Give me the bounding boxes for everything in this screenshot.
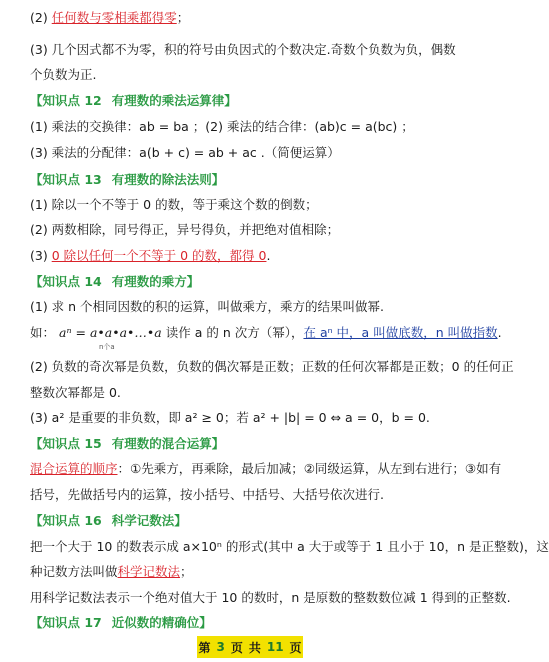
- highlight-text-blue: 在 aⁿ 中，a 叫做底数，n 叫做指数: [303, 325, 498, 340]
- highlight-text: 任何数与零相乘都得零: [51, 10, 177, 25]
- highlight-text: 混合运算的顺序: [30, 461, 118, 476]
- power-example: 如： aⁿ = a•a•a•…•a n个a 读作 a 的 n 次方（幂），在 aⁿ 中，a 叫做底数，n 叫做指数.: [30, 325, 502, 341]
- division-rule-1: (1) 除以一个不等于 0 的数，等于乘这个数的倒数；: [30, 197, 318, 212]
- multiplication-laws-line-2: (3) 乘法的分配律：a(b + c) = ab + ac .（简便运算）: [30, 145, 340, 160]
- power-sign-rule-cont: 整数次幂都是 0.: [30, 385, 121, 400]
- division-rule-2: (2) 两数相除，同号得正，异号得负，并把绝对值相除；: [30, 222, 340, 237]
- mixed-operation-order-cont: 括号，先做括号内的运算，按小括号、中括号、大括号依次进行.: [30, 487, 384, 502]
- rule-line-3-cont: 个负数为正.: [30, 67, 97, 82]
- multiplication-laws-line-1: (1) 乘法的交换律：ab = ba ；(2) 乘法的结合律：(ab)c = a(bc) ；: [30, 119, 414, 134]
- section-heading-14: 【知识点 14 有理数的乘方】: [30, 274, 200, 289]
- highlight-text: 科学记数法: [117, 564, 181, 579]
- scientific-notation-def-cont: 种记数方法叫做科学记数法；: [30, 564, 193, 579]
- formula-underbrace-label: n个a: [99, 343, 115, 351]
- rule-line-2: (2) 任何数与零相乘都得零；: [30, 10, 190, 25]
- power-formula: aⁿ = a•a•a•…•a n个a: [59, 325, 162, 341]
- power-sign-rule: (2) 负数的奇次幂是负数，负数的偶次幂是正数；正数的任何次幂都是正数；0 的任何正: [30, 359, 514, 374]
- section-heading-15: 【知识点 15 有理数的混合运算】: [30, 436, 225, 451]
- scientific-notation-rule: 用科学记数法表示一个绝对值大于 10 的数时，n 是原数的整数数位减 1 得到的正整数.: [30, 590, 511, 605]
- division-rule-3: (3) 0 除以任何一个不等于 0 的数，都得 0.: [30, 248, 271, 263]
- section-heading-12: 【知识点 12 有理数的乘法运算律】: [30, 93, 237, 108]
- mixed-operation-order: 混合运算的顺序：①先乘方，再乘除，最后加减；②同级运算，从左到右进行；③如有: [30, 461, 502, 476]
- total-page-number: 11: [266, 640, 284, 654]
- scientific-notation-def: 把一个大于 10 的数表示成 a×10ⁿ 的形式(其中 a 大于或等于 1 且小于 10，n 是正整数)，这: [30, 539, 549, 554]
- power-definition: (1) 求 n 个相同因数的积的运算，叫做乘方，乘方的结果叫做幂.: [30, 299, 385, 314]
- highlight-text: 0 除以任何一个不等于 0 的数，都得 0: [51, 248, 267, 263]
- section-heading-13: 【知识点 13 有理数的除法法则】: [30, 172, 225, 187]
- rule-line-3: (3) 几个因式都不为零，积的符号由负因式的个数决定.奇数个负数为负，偶数: [30, 42, 456, 57]
- current-page-number: 3: [216, 640, 225, 654]
- section-heading-16: 【知识点 16 科学记数法】: [30, 513, 187, 528]
- nonnegative-rule: (3) a² 是重要的非负数，即 a² ≥ 0；若 a² + |b| = 0 ⇔ a = 0，b = 0.: [30, 410, 430, 425]
- page-indicator: 第 3 页 共 11 页: [197, 636, 303, 658]
- section-heading-17: 【知识点 17 近似数的精确位】: [30, 615, 212, 630]
